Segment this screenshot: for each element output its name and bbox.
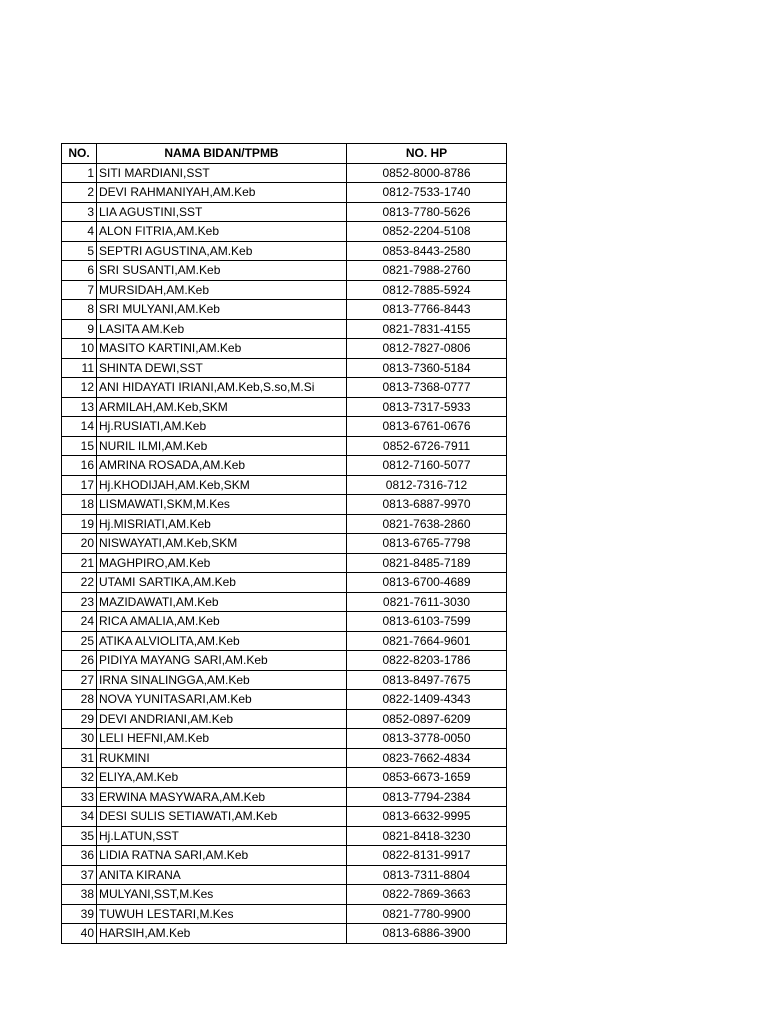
phone-number: 0821-8485-7189: [347, 553, 507, 573]
table-row: [62, 183, 507, 203]
table-row: [62, 475, 507, 495]
row-number: 4: [62, 222, 97, 242]
table-row: [62, 436, 507, 456]
midwife-name: DEVI RAHMANIYAH,AM.Keb: [97, 183, 347, 203]
row-number: 39: [62, 904, 97, 924]
midwife-name: SITI MARDIANI,SST: [97, 163, 347, 183]
midwife-name: ATIKA ALVIOLITA,AM.Keb: [97, 631, 347, 651]
phone-number: 0813-8497-7675: [347, 670, 507, 690]
midwife-name: PIDIYA MAYANG SARI,AM.Keb: [97, 651, 347, 671]
midwife-name: SEPTRI AGUSTINA,AM.Keb: [97, 241, 347, 261]
phone-number: 0852-6726-7911: [347, 436, 507, 456]
table-row: [62, 280, 507, 300]
midwife-name: ELIYA,AM.Keb: [97, 768, 347, 788]
table-row: [62, 514, 507, 534]
midwife-name: RICA AMALIA,AM.Keb: [97, 612, 347, 632]
phone-number: 0812-7316-712: [347, 475, 507, 495]
midwife-name: ALON FITRIA,AM.Keb: [97, 222, 347, 242]
table-row: [62, 612, 507, 632]
midwife-name: NURIL ILMI,AM.Keb: [97, 436, 347, 456]
phone-number: 0813-6700-4689: [347, 573, 507, 593]
row-number: 21: [62, 553, 97, 573]
table-row: [62, 358, 507, 378]
row-number: 1: [62, 163, 97, 183]
table-row: [62, 670, 507, 690]
table-row: [62, 339, 507, 359]
midwife-name: MASITO KARTINI,AM.Keb: [97, 339, 347, 359]
row-number: 15: [62, 436, 97, 456]
phone-number: 0813-7317-5933: [347, 397, 507, 417]
midwife-name: TUWUH LESTARI,M.Kes: [97, 904, 347, 924]
midwife-name: Hj.LATUN,SST: [97, 826, 347, 846]
phone-number: 0813-7360-5184: [347, 358, 507, 378]
table-row: [62, 592, 507, 612]
row-number: 13: [62, 397, 97, 417]
row-number: 34: [62, 807, 97, 827]
row-number: 20: [62, 534, 97, 554]
midwife-name: MURSIDAH,AM.Keb: [97, 280, 347, 300]
table-row: [62, 651, 507, 671]
phone-number: 0813-3778-0050: [347, 729, 507, 749]
midwife-name: LISMAWATI,SKM,M.Kes: [97, 495, 347, 515]
phone-number: 0813-7368-0777: [347, 378, 507, 398]
table-row: [62, 163, 507, 183]
table-header-row: [62, 144, 507, 164]
table-row: [62, 553, 507, 573]
midwife-name: ANITA KIRANA: [97, 865, 347, 885]
table-row: [62, 885, 507, 905]
table-row: [62, 768, 507, 788]
table-row: [62, 573, 507, 593]
phone-number: 0812-7885-5924: [347, 280, 507, 300]
midwife-name: HARSIH,AM.Keb: [97, 924, 347, 944]
midwife-name: LASITA AM.Keb: [97, 319, 347, 339]
row-number: 2: [62, 183, 97, 203]
phone-number: 0813-7780-5626: [347, 202, 507, 222]
midwife-name: IRNA SINALINGGA,AM.Keb: [97, 670, 347, 690]
table-row: [62, 846, 507, 866]
table-row: [62, 261, 507, 281]
row-number: 17: [62, 475, 97, 495]
row-number: 31: [62, 748, 97, 768]
midwife-name: RUKMINI: [97, 748, 347, 768]
phone-number: 0821-7831-4155: [347, 319, 507, 339]
phone-number: 0813-6761-0676: [347, 417, 507, 437]
table-row: [62, 631, 507, 651]
midwife-name: ERWINA MASYWARA,AM.Keb: [97, 787, 347, 807]
row-number: 10: [62, 339, 97, 359]
phone-number: 0821-7638-2860: [347, 514, 507, 534]
phone-number: 0821-8418-3230: [347, 826, 507, 846]
row-number: 3: [62, 202, 97, 222]
row-number: 40: [62, 924, 97, 944]
midwife-name: ANI HIDAYATI IRIANI,AM.Keb,S.so,M.Si: [97, 378, 347, 398]
table-row: [62, 222, 507, 242]
row-number: 24: [62, 612, 97, 632]
midwife-name: SRI SUSANTI,AM.Keb: [97, 261, 347, 281]
midwife-name: UTAMI SARTIKA,AM.Keb: [97, 573, 347, 593]
phone-number: 0852-8000-8786: [347, 163, 507, 183]
table-row: [62, 807, 507, 827]
midwife-name: MAGHPIRO,AM.Keb: [97, 553, 347, 573]
table-row: [62, 865, 507, 885]
row-number: 14: [62, 417, 97, 437]
table-row: [62, 417, 507, 437]
table-row: [62, 826, 507, 846]
phone-number: 0813-7311-8804: [347, 865, 507, 885]
phone-number: 0852-0897-6209: [347, 709, 507, 729]
midwife-name: NISWAYATI,AM.Keb,SKM: [97, 534, 347, 554]
phone-number: 0813-6765-7798: [347, 534, 507, 554]
row-number: 16: [62, 456, 97, 476]
phone-number: 0813-6887-9970: [347, 495, 507, 515]
phone-number: 0822-8203-1786: [347, 651, 507, 671]
row-number: 28: [62, 690, 97, 710]
row-number: 22: [62, 573, 97, 593]
column-header-phone: NO. HP: [347, 144, 507, 164]
table-body: [62, 163, 507, 943]
midwife-name: Hj.KHODIJAH,AM.Keb,SKM: [97, 475, 347, 495]
row-number: 30: [62, 729, 97, 749]
row-number: 7: [62, 280, 97, 300]
row-number: 37: [62, 865, 97, 885]
table-row: [62, 904, 507, 924]
midwife-name: LIDIA RATNA SARI,AM.Keb: [97, 846, 347, 866]
midwife-name: SRI MULYANI,AM.Keb: [97, 300, 347, 320]
row-number: 23: [62, 592, 97, 612]
midwife-name: DESI SULIS SETIAWATI,AM.Keb: [97, 807, 347, 827]
column-header-name: NAMA BIDAN/TPMB: [97, 144, 347, 164]
midwife-contact-table: [61, 143, 507, 944]
table-row: [62, 456, 507, 476]
midwife-name: Hj.RUSIATI,AM.Keb: [97, 417, 347, 437]
midwife-name: NOVA YUNITASARI,AM.Keb: [97, 690, 347, 710]
midwife-name: Hj.MISRIATI,AM.Keb: [97, 514, 347, 534]
table-row: [62, 495, 507, 515]
table-row: [62, 924, 507, 944]
row-number: 35: [62, 826, 97, 846]
table-row: [62, 300, 507, 320]
row-number: 33: [62, 787, 97, 807]
phone-number: 0822-8131-9917: [347, 846, 507, 866]
row-number: 6: [62, 261, 97, 281]
row-number: 19: [62, 514, 97, 534]
phone-number: 0821-7780-9900: [347, 904, 507, 924]
phone-number: 0853-6673-1659: [347, 768, 507, 788]
row-number: 36: [62, 846, 97, 866]
table-row: [62, 787, 507, 807]
phone-number: 0812-7160-5077: [347, 456, 507, 476]
midwife-name: ARMILAH,AM.Keb,SKM: [97, 397, 347, 417]
midwife-name: AMRINA ROSADA,AM.Keb: [97, 456, 347, 476]
midwife-name: LIA AGUSTINI,SST: [97, 202, 347, 222]
phone-number: 0812-7533-1740: [347, 183, 507, 203]
table-row: [62, 319, 507, 339]
row-number: 38: [62, 885, 97, 905]
phone-number: 0823-7662-4834: [347, 748, 507, 768]
row-number: 26: [62, 651, 97, 671]
midwife-name: MAZIDAWATI,AM.Keb: [97, 592, 347, 612]
row-number: 29: [62, 709, 97, 729]
table-row: [62, 748, 507, 768]
table-row: [62, 397, 507, 417]
row-number: 18: [62, 495, 97, 515]
table-row: [62, 378, 507, 398]
midwife-name: SHINTA DEWI,SST: [97, 358, 347, 378]
row-number: 5: [62, 241, 97, 261]
phone-number: 0821-7611-3030: [347, 592, 507, 612]
phone-number: 0812-7827-0806: [347, 339, 507, 359]
phone-number: 0822-7869-3663: [347, 885, 507, 905]
table-row: [62, 534, 507, 554]
phone-number: 0813-7794-2384: [347, 787, 507, 807]
midwife-name: LELI HEFNI,AM.Keb: [97, 729, 347, 749]
phone-number: 0821-7664-9601: [347, 631, 507, 651]
table-row: [62, 202, 507, 222]
row-number: 8: [62, 300, 97, 320]
row-number: 32: [62, 768, 97, 788]
row-number: 27: [62, 670, 97, 690]
column-header-no: NO.: [62, 144, 97, 164]
phone-number: 0813-7766-8443: [347, 300, 507, 320]
midwife-name: MULYANI,SST,M.Kes: [97, 885, 347, 905]
table-row: [62, 690, 507, 710]
phone-number: 0813-6632-9995: [347, 807, 507, 827]
row-number: 9: [62, 319, 97, 339]
phone-number: 0813-6103-7599: [347, 612, 507, 632]
row-number: 11: [62, 358, 97, 378]
phone-number: 0813-6886-3900: [347, 924, 507, 944]
phone-number: 0822-1409-4343: [347, 690, 507, 710]
phone-number: 0852-2204-5108: [347, 222, 507, 242]
midwife-name: DEVI ANDRIANI,AM.Keb: [97, 709, 347, 729]
table-row: [62, 709, 507, 729]
table-row: [62, 241, 507, 261]
row-number: 25: [62, 631, 97, 651]
row-number: 12: [62, 378, 97, 398]
phone-number: 0853-8443-2580: [347, 241, 507, 261]
table-row: [62, 729, 507, 749]
phone-number: 0821-7988-2760: [347, 261, 507, 281]
